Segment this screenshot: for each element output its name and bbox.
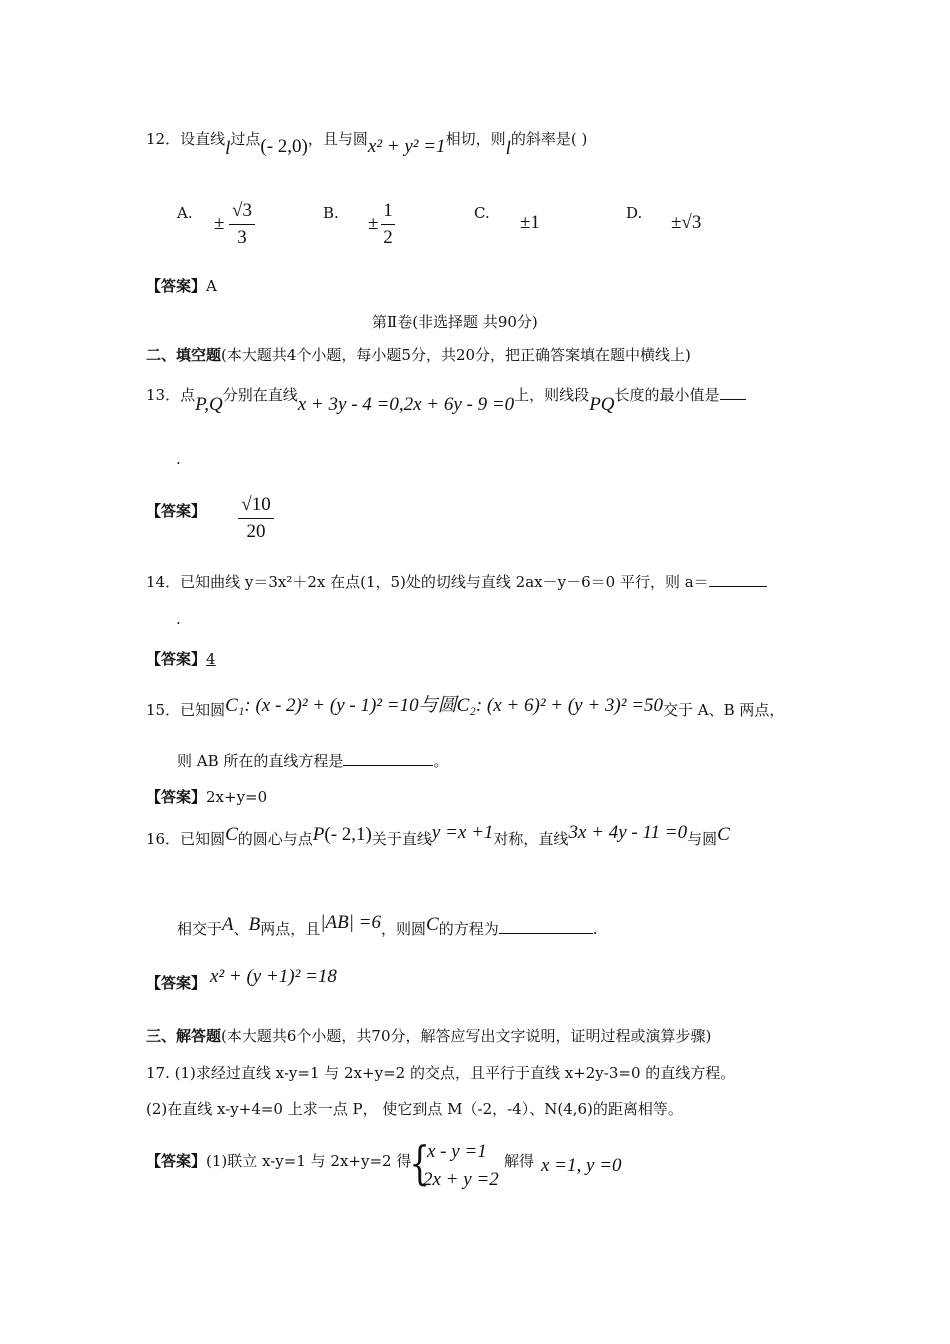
system-brace: { <box>409 1136 430 1190</box>
q12-point: (- 2,0) <box>260 136 308 157</box>
answer-value: x² + (y +1)² =18 <box>210 966 337 987</box>
q15-text: 交于 A、B 两点， <box>663 701 785 719</box>
q12-number: 12． <box>146 130 181 148</box>
q15-answer <box>146 786 267 807</box>
answer-text: 解得 <box>504 1152 535 1170</box>
q13-period: . <box>176 450 181 468</box>
q12-answer <box>146 275 217 296</box>
q13-segment: PQ <box>589 394 615 415</box>
q15-stem <box>146 694 784 721</box>
q13-number: 13．点 <box>146 386 196 404</box>
q13-text: 分别在直线 <box>222 386 298 404</box>
q12-option-d-label: D. <box>626 204 643 222</box>
q17-part2: (2)在直线 x-y+4=0 上求一点 P， 使它到点 M（-2，-4）、N(4,6)的距离相等。 <box>146 1100 683 1118</box>
q17-part1: 17. (1)求经过直线 x-y=1 与 2x+y=2 的交点，且平行于直线 x+2y-3=0 的直线方程。 <box>146 1064 736 1082</box>
q16-text: . <box>592 920 598 938</box>
section-description: (本大题共6个小题，共70分，解答应写出文字说明，证明过程或演算步骤) <box>221 1027 712 1045</box>
fraction-bar <box>381 224 395 225</box>
q16-stem-line2 <box>177 912 598 940</box>
q12-option-a-sign: ± <box>214 213 225 234</box>
q16-text: ，则圆 <box>381 920 427 938</box>
q12-text: 过点 <box>230 130 261 148</box>
q16-circle-c: C <box>225 824 238 845</box>
q12-option-b-label: B. <box>323 204 339 222</box>
q13-stem <box>146 384 746 415</box>
part2-title: 第Ⅱ卷(非选择题 共90分) <box>372 313 538 331</box>
answer-value: 2x+y=0 <box>206 788 268 806</box>
q16-answer <box>146 966 337 994</box>
q13-lines-equation: x + 3y - 4 =0,2x + 6y - 9 =0 <box>297 394 515 415</box>
q13-text: 长度的最小值是 <box>614 386 720 404</box>
q15-circles-equation: C₁: (x - 2)² + (y - 1)² =10与圆C₂: (x + 6)² + (y + 3)² =50 <box>225 695 664 716</box>
q13-answer-fraction <box>238 494 274 543</box>
fraction-bar <box>238 518 274 519</box>
q13-text: 上，则线段 <box>514 386 590 404</box>
q16-point-b: B <box>248 914 261 935</box>
q12-option-b-sign: ± <box>368 213 379 234</box>
answer-tag: 【答案】 <box>146 974 207 992</box>
answer-tag: 【答案】 <box>146 502 207 520</box>
fraction-denominator: 2 <box>383 227 393 248</box>
q16-circle-c: C <box>717 824 730 845</box>
q12-option-d-value: ±√3 <box>671 212 702 233</box>
answer-tag: 【答案】 <box>146 1152 207 1170</box>
q12-circle-equation: x² + y² =1 <box>367 136 446 157</box>
q15-text: 则 AB 所在的直线方程是 <box>177 752 344 770</box>
q12-option-a-fraction <box>229 200 255 249</box>
q16-symmetry-line: y =x +1 <box>431 822 494 843</box>
q15-number: 15．已知圆 <box>146 701 226 719</box>
answer-tag: 【答案】 <box>146 650 207 668</box>
q14-stem <box>146 571 767 592</box>
fraction-numerator: 1 <box>383 200 393 221</box>
solution: x =1, y =0 <box>541 1155 622 1176</box>
system-equation-2: 2x + y =2 <box>423 1169 499 1190</box>
q16-text: 的圆心与点 <box>237 830 313 848</box>
q16-chord-length: |AB| =6 <box>320 912 381 933</box>
q16-text: 两点，且 <box>260 920 321 938</box>
q12-option-b-fraction <box>381 200 395 249</box>
fraction-bar <box>229 224 255 225</box>
q12-text: 设直线 <box>180 130 226 148</box>
fraction-denominator: 20 <box>246 521 266 542</box>
q17-answer <box>146 1150 411 1171</box>
fraction-denominator: 3 <box>237 227 247 248</box>
part3-instructions <box>146 1025 711 1046</box>
q12-stem <box>146 128 588 159</box>
fraction-numerator: √10 <box>241 494 271 515</box>
answer-tag: 【答案】 <box>146 788 207 806</box>
q16-text: 相交于 <box>177 920 223 938</box>
answer-tag: 【答案】 <box>146 277 207 295</box>
q15-text: 。 <box>433 752 449 770</box>
q14-text: 14．已知曲线 y＝3x²＋2x 在点(1，5)处的切线与直线 2ax－y－6＝0 平行，则 a＝ <box>146 573 709 591</box>
q15-stem-line2 <box>177 750 448 771</box>
answer-blank <box>499 933 593 934</box>
answer-blank <box>720 399 746 400</box>
q13-answer <box>146 500 206 521</box>
q12-var-l: l <box>505 138 511 159</box>
q16-point-a: A <box>222 914 234 935</box>
q16-line: 3x + 4y - 11 =0 <box>568 822 688 843</box>
q13-points: P,Q <box>195 394 223 415</box>
q12-option-a-label: A. <box>177 204 193 222</box>
answer-blank <box>709 586 767 587</box>
section-heading: 二、填空题 <box>146 346 222 364</box>
answer-text: (1)联立 x-y=1 与 2x+y=2 得 <box>206 1152 412 1170</box>
q12-var-l: l <box>225 138 231 159</box>
q12-text: 相切，则 <box>445 130 506 148</box>
q16-circle-c: C <box>426 914 439 935</box>
q12-option-c-value: ±1 <box>520 212 540 233</box>
q16-text: 、 <box>233 920 249 938</box>
q16-text: 对称，直线 <box>493 830 569 848</box>
answer-value: 4 <box>206 650 216 668</box>
q16-point-p: P <box>312 824 325 845</box>
q16-text: 与圆 <box>687 830 718 848</box>
answer-blank <box>343 765 433 766</box>
q16-text: 的方程为 <box>438 920 499 938</box>
q14-period: . <box>176 610 181 628</box>
fraction-numerator: √3 <box>232 200 252 221</box>
q12-text: 的斜率是( ) <box>510 130 588 148</box>
q16-text: 关于直线 <box>371 830 432 848</box>
q14-answer <box>146 648 216 669</box>
part2-instructions <box>146 344 691 365</box>
system-equation-1: x - y =1 <box>427 1141 487 1162</box>
q12-text: ，且与圆 <box>307 130 368 148</box>
q16-stem <box>146 822 730 850</box>
section-description: (本大题共4个小题，每小题5分，共20分，把正确答案填在题中横线上) <box>221 346 691 364</box>
answer-value: A <box>206 277 217 295</box>
q16-number: 16．已知圆 <box>146 830 226 848</box>
q16-point-coords: (- 2,1) <box>324 824 372 845</box>
q12-option-c-label: C. <box>474 204 490 222</box>
section-heading: 三、解答题 <box>146 1027 222 1045</box>
